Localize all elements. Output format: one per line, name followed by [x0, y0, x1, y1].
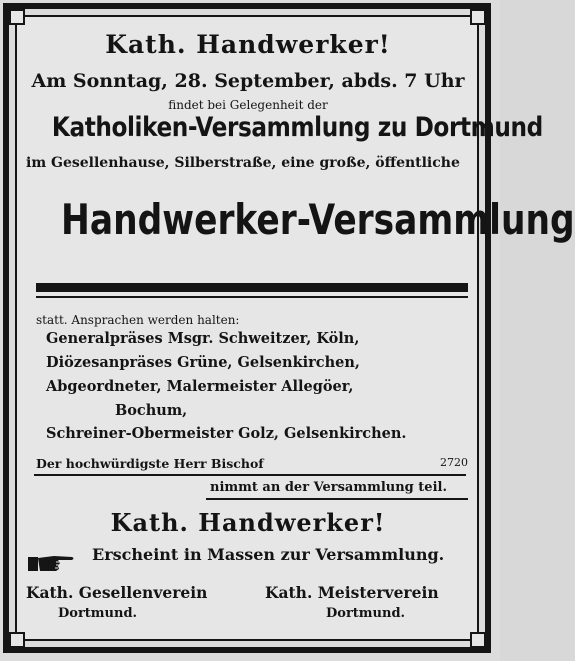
- ad-number: 2720: [440, 456, 468, 469]
- org-right: Kath. Meisterverein: [265, 583, 439, 602]
- corner-ornament: [9, 632, 25, 648]
- ad-title: Kath. Handwerker!: [105, 30, 391, 59]
- pointing-hand-icon: [28, 552, 76, 574]
- speaker-item: Generalpräses Msgr. Schweitzer, Köln,: [46, 330, 360, 347]
- corner-ornament: [9, 9, 25, 25]
- speaker-item: Abgeordneter, Malermeister Allegöer,: [46, 378, 354, 395]
- participation-notice: nimmt an der Versammlung teil.: [210, 480, 447, 495]
- divider-line: [206, 498, 468, 500]
- corner-ornament: [470, 632, 486, 648]
- footer-title: Kath. Handwerker!: [110, 508, 386, 537]
- speaker-item: Diözesanpräses Grüne, Gelsenkirchen,: [46, 354, 360, 371]
- speaker-item: Schreiner-Obermeister Golz, Gelsenkirchen.: [46, 425, 407, 442]
- divider-line: [34, 474, 466, 476]
- speakers-intro: statt. Ansprachen werden halten:: [36, 313, 240, 327]
- call-to-action: Erscheint in Massen zur Versammlung.: [92, 545, 445, 564]
- corner-ornament: [470, 9, 486, 25]
- org-left-city: Dortmund.: [58, 606, 138, 621]
- date-line: Am Sonntag, 28. September, abds. 7 Uhr: [31, 70, 465, 92]
- speaker-item: Bochum,: [115, 402, 188, 419]
- org-right-city: Dortmund.: [326, 606, 406, 621]
- place-line: im Gesellenhause, Silberstraße, eine große, öffentliche: [26, 155, 460, 171]
- event-heading: Handwerker-Versammlung: [61, 195, 575, 244]
- occasion-heading: Katholiken-Versammlung zu Dortmund: [51, 112, 543, 143]
- occasion-intro: findet bei Gelegenheit der: [168, 98, 328, 112]
- bishop-notice: Der hochwürdigste Herr Bischof: [36, 456, 264, 471]
- divider-thick: [36, 283, 468, 292]
- divider-thin: [36, 296, 468, 298]
- org-left: Kath. Gesellenverein: [26, 583, 208, 602]
